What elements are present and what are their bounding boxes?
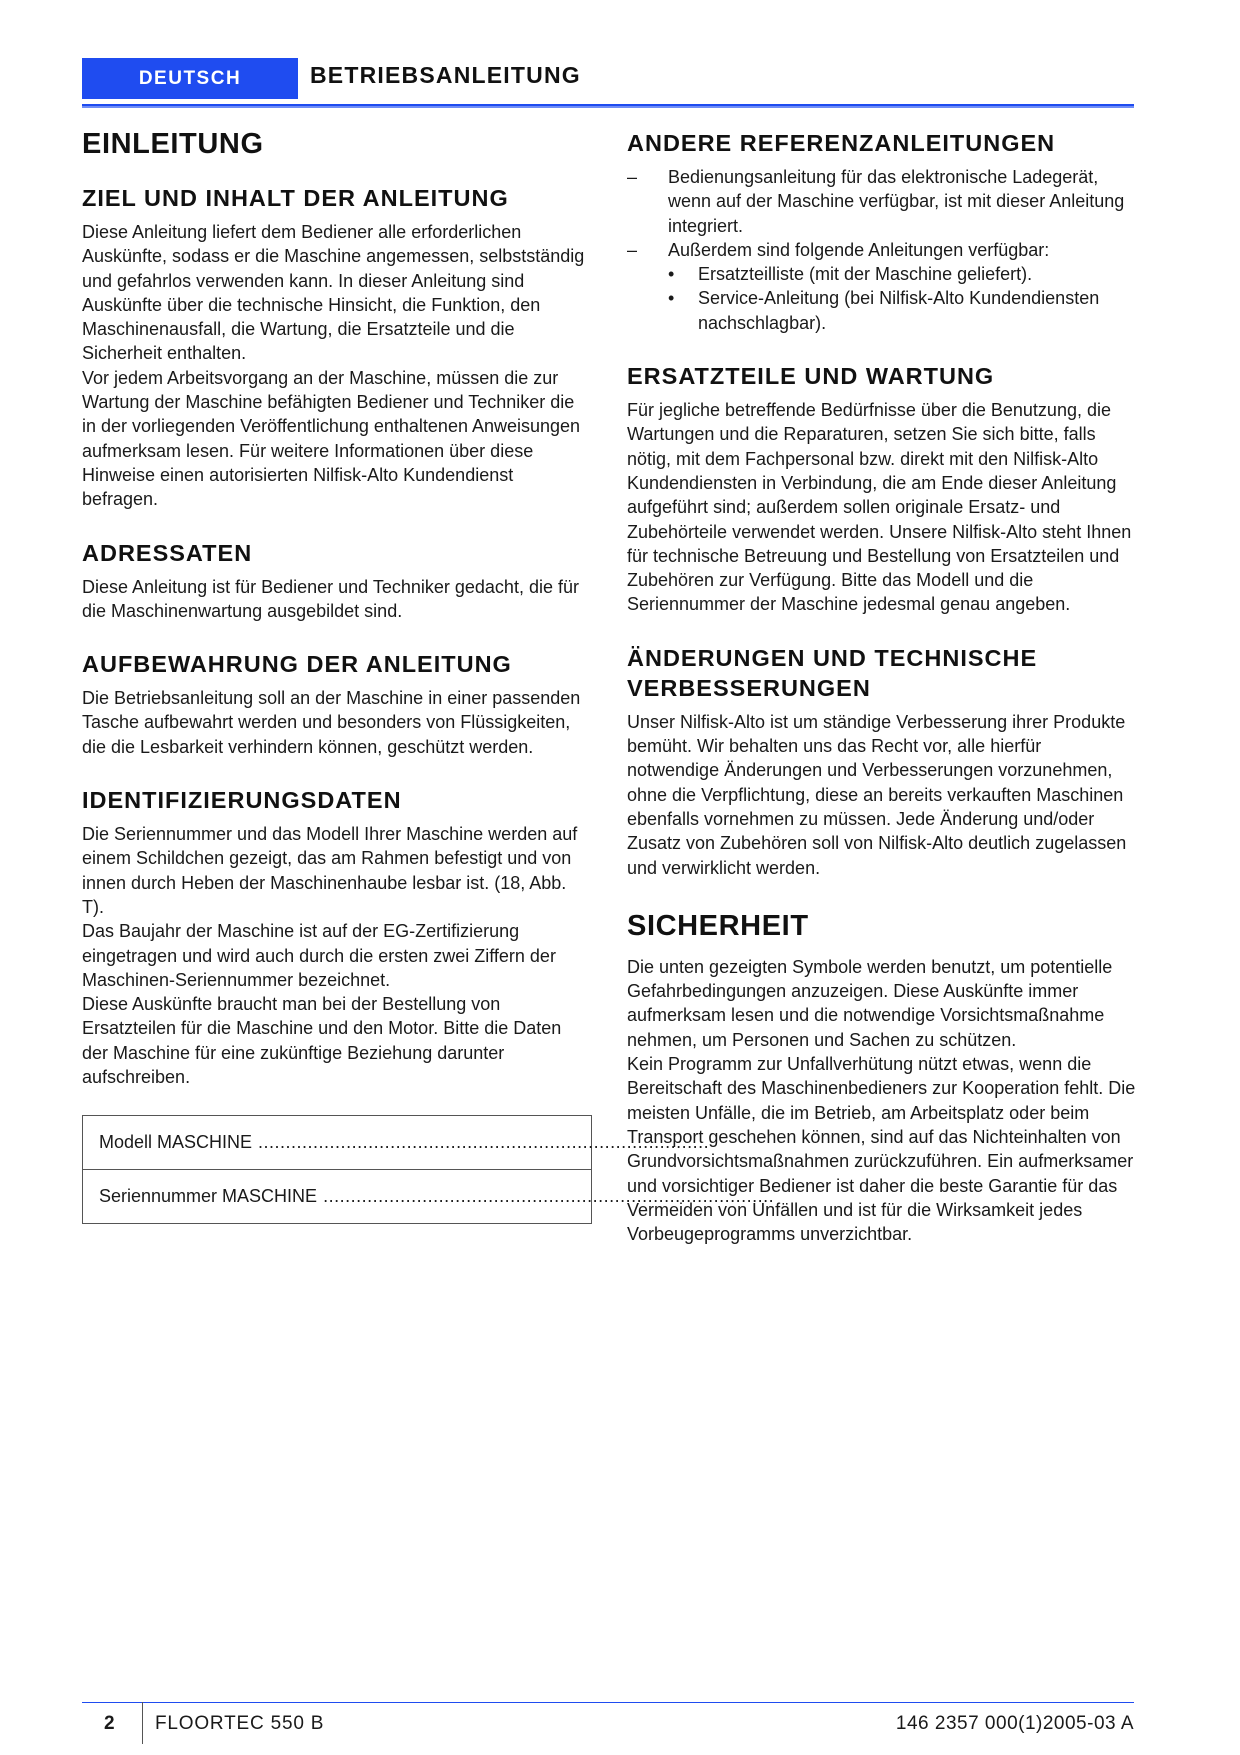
sub-list-item [668, 286, 1137, 335]
machine-data-box [82, 1115, 775, 1224]
sub-list [668, 262, 1137, 335]
section-title: IDENTIFIZIERUNGSDATEN [82, 787, 402, 814]
paragraph: Diese Auskünfte braucht man bei der Bestellung von Ersatzteilen für die Maschine und den Motor. Bitte die Daten der Maschine für eine zukünftige Beziehung darunter aufschreiben. [82, 994, 562, 1088]
dash-marker: – [627, 167, 638, 187]
footer-document-code: 146 2357 000(1)2005-03 A [895, 1713, 1134, 1734]
section-andere-referenzen [627, 128, 1137, 335]
serial-blank: .................................................................................. [323, 1186, 775, 1207]
list-item [627, 238, 1137, 335]
model-field [83, 1116, 710, 1169]
list-item-text: Außerdem sind folgende Anleitungen verfügbar: [668, 239, 1050, 260]
page-number: 2 [104, 1713, 115, 1734]
paragraph: Diese Anleitung ist für Bediener und Techniker gedacht, die für die Maschinenwartung ausgebildet sind. [82, 576, 579, 621]
section-title: AUFBEWAHRUNG DER ANLEITUNG [82, 651, 512, 678]
heading-einleitung: EINLEITUNG [82, 128, 264, 160]
section-identifizierungsdaten [82, 785, 592, 1089]
paragraph: Die Seriennummer und das Modell Ihrer Maschine werden auf einem Schildchen gezeigt, das am Rahmen befestigt und von innen durch Heben der Maschinenhaube lesbar ist. (18, Abb. T). [82, 824, 578, 917]
bullet-marker: • [668, 264, 675, 285]
section-title: ÄNDERUNGEN UND TECHNISCHE VERBESSERUNGEN [627, 644, 1038, 701]
section-aenderungen [627, 643, 1137, 880]
section-title: ERSATZTEILE UND WARTUNG [627, 363, 995, 390]
section-aufbewahrung [82, 649, 592, 759]
serial-label: Seriennummer MASCHINE [99, 1186, 318, 1207]
paragraph: Das Baujahr der Maschine ist auf der EG-Zertifizierung eingetragen und wird auch durch die ersten zwei Ziffern der Maschinen-Seriennummer bezeichnet. [82, 921, 556, 990]
left-column [82, 128, 775, 1224]
document-title: BETRIEBSANLEITUNG [310, 62, 581, 88]
paragraph: Für jegliche betreffende Bedürfnisse über die Benutzung, die Wartungen und die Reparaturen, setzen Sie sich bitte, falls nötig, mit dem Fachpersonal bzw. direkt mit den Nilfisk-Alto Kundendiensten in Verbindung, die am Ende dieser Anleitung aufgeführt sind; außerdem sollen originale Ersatz- und Zubehörteile verwendet werden. Unsere Nilfisk-Alto steht Ihnen für technische Betreuung und Bestellung von Ersatzteilen und Zubehören zur Verfügung. Bitte das Modell und die Seriennummer der Maschine jedesmal genau angeben. [627, 400, 1132, 615]
model-label: Modell MASCHINE [99, 1132, 253, 1153]
paragraph: Unser Nilfisk-Alto ist um ständige Verbesserung ihrer Produkte bemüht. Wir behalten uns das Recht vor, alle hierfür notwendige Änderungen und Verbesserungen vorzunehmen, ohne die Verpflichtung, diese an bereits verkauften Maschinen ebenfalls vornehmen zu müssen. Jede Änderung und/oder Zusatz von Zubehören soll von Nilfisk-Alto deutlich zugelassen und verwirklicht werden. [627, 711, 1127, 878]
section-title: ADRESSATEN [82, 539, 253, 566]
section-title: ZIEL UND INHALT DER ANLEITUNG [82, 185, 509, 211]
dash-marker: – [627, 239, 638, 260]
paragraph: Vor jedem Arbeitsvorgang an der Maschine, müssen die zur Wartung der Maschine befähigten Bediener und Techniker die in der vorliegenden Veröffentlichung enthaltenen Anweisungen aufmerksam lesen. Für weitere Informationen über diese Hinweise einen autorisierten Nilfisk-Alto Kundendienst befragen. [82, 367, 581, 510]
serial-field [83, 1169, 775, 1223]
paragraph: Die unten gezeigten Symbole werden benutzt, um potentielle Gefahrbedingungen anzuzeigen. Diese Auskünfte immer aufmerksam lesen und die notwendige Vorsichtsmaßnahme nehmen, um Personen und Sachen zu schützen. [627, 956, 1113, 1050]
section-adressaten [82, 538, 592, 624]
footer-model-name: FLOORTEC 550 B [155, 1713, 325, 1734]
model-blank: .................................................................................. [258, 1132, 710, 1153]
footer-separator [142, 1702, 143, 1744]
section-ziel [82, 183, 592, 512]
paragraph: Kein Programm zur Unfallverhütung nützt etwas, wenn die Bereitschaft des Maschinenbedieners zur Kooperation fehlt. Die meisten Unfälle, die im Betrieb, am Arbeitsplatz oder beim Transport geschehen können, sind auf das Nichteinhalten von Grundvorsichtsmaßnahmen zurückzuführen. Ein aufmerksamer und vorsichtiger Bediener ist daher die beste Garantie für das Vermeiden von Unfällen und ist für die Wirksamkeit jedes Vorbeugeprogramms unverzichtbar. [627, 1054, 1136, 1245]
header-divider [82, 104, 1134, 108]
sub-list-item-text: Ersatzteilliste (mit der Maschine geliefert). [698, 264, 1033, 285]
section-ersatzteile [627, 361, 1137, 617]
list-item-text: Bedienungsanleitung für das elektronische Ladegerät, wenn auf der Maschine verfügbar, ist mit dieser Anleitung integriert. [668, 167, 1125, 236]
section-sicherheit [627, 910, 1137, 1247]
language-badge: DEUTSCH [82, 58, 298, 99]
paragraph: Diese Anleitung liefert dem Bediener alle erforderlichen Auskünfte, sodass er die Maschine angemessen, selbstständig und gefahrlos verwenden kann. In dieser Anleitung sind Auskünfte über die technische Hinsicht, die Funktion, den Maschinenausfall, die Wartung, die Ersatzteile und die Sicherheit enthalten. [82, 222, 585, 364]
bullet-marker: • [668, 288, 675, 309]
footer-divider [82, 1702, 1134, 1703]
sub-list-item [668, 262, 1137, 286]
heading-sicherheit: SICHERHEIT [627, 909, 809, 942]
list-item [627, 165, 1137, 238]
paragraph: Die Betriebsanleitung soll an der Maschine in einer passenden Tasche aufbewahrt werden und besonders von Flüssigkeiten, die die Lesbarkeit verhindern können, geschützt werden. [82, 688, 581, 757]
right-column [627, 128, 1137, 1246]
reference-list [627, 165, 1137, 335]
section-title: ANDERE REFERENZANLEITUNGEN [627, 130, 1056, 156]
sub-list-item-text: Service-Anleitung (bei Nilfisk-Alto Kundendiensten nachschlagbar). [698, 288, 1100, 333]
